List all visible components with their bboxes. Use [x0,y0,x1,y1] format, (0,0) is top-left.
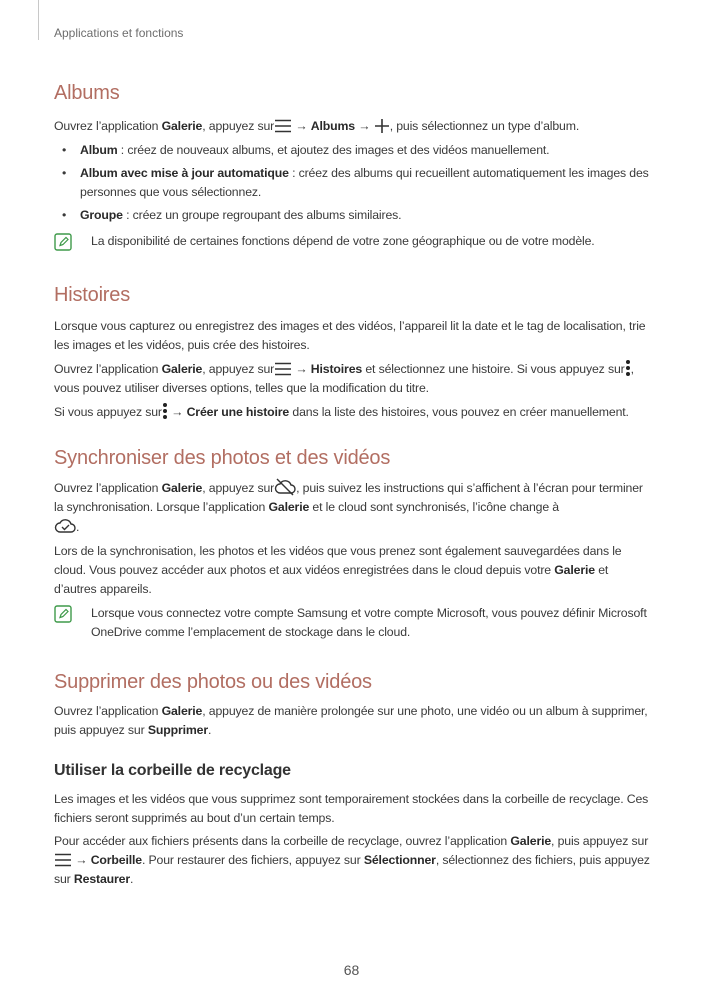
add-icon [374,118,390,134]
albums-type-list [54,141,650,225]
trash-paragraph-2: Pour accéder aux fichiers présents dans la corbeille de recyclage, ouvrez l’application Galerie, puis appuyez sur → Corbeille. Pour restaurer des fichiers, appuyez sur Sélectionner, sélectionnez des fichiers, puis appuyez sur Restaurer. [54,834,650,886]
note-onedrive: Lorsque vous connectez votre compte Samsung et votre compte Microsoft, vous pouvez définir Microsoft OneDrive comme l’emplacement de stockage dans le cloud. [54,604,650,642]
breadcrumb: Applications et fonctions [54,26,184,40]
sync-paragraph-2: Lors de la synchronisation, les photos et les vidéos que vous prenez sont également sauvegardées dans le cloud. Vous pouvez accéder aux photos et aux vidéos enregistrées dans le cloud depuis votre Galerie et d’autres appareils. [54,544,622,596]
list-item: • Album : créez de nouveaux albums, et ajoutez des images et des vidéos manuellement. [54,141,650,160]
list-item: • Album avec mise à jour automatique : créez des albums qui recueillent automatiquement les images des personnes que vous sélectionnez. [54,164,650,202]
cloud-synced-icon [54,517,76,535]
note-availability: La disponibilité de certaines fonctions dépend de votre zone géographique ou de votre modèle. [54,232,650,251]
histoires-paragraph-1: Lorsque vous capturez ou enregistrez des images et des vidéos, l’appareil lit la date et le tag de localisation, trie les images et les vidéos, puis crée des histoires. [54,319,646,352]
page-content [54,82,650,889]
list-item: • Groupe : créez un groupe regroupant des albums similaires. [54,206,650,225]
section-title-albums: Albums [54,82,120,104]
delete-paragraph: Ouvrez l’application Galerie, appuyez de manière prolongée sur une photo, une vidéo ou un album à supprimer, puis appuyez sur Supprimer. [54,704,648,737]
note-icon [54,605,72,623]
menu-icon [274,118,292,134]
section-title-delete: Supprimer des photos ou des vidéos [54,671,372,693]
histoires-paragraph-2: Ouvrez l’application Galerie, appuyez sur → Histoires et sélectionnez une histoire. Si vous appuyez sur , vous pouvez utiliser diverses options, telles que la modification du titre. [54,359,650,398]
albums-intro: Ouvrez l’application Galerie, appuyez sur → Albums → , puis sélectionnez un type d’album. [54,119,580,133]
menu-icon [54,852,72,868]
note-icon [54,233,72,251]
page-number: 68 [343,962,360,978]
subsection-title-trash: Utiliser la corbeille de recyclage [54,762,291,779]
header-rule [38,0,39,40]
menu-icon [274,361,292,377]
sync-paragraph-1: Ouvrez l’application Galerie, appuyez sur , puis suivez les instructions qui s’affichent à l’écran pour terminer la synchronisation. Lorsque l’application Galerie et le cloud sont synchronisés, l’icône change à . [54,478,650,537]
section-title-histoires: Histoires [54,284,130,306]
cloud-off-icon [274,478,296,496]
trash-paragraph-1: Les images et les vidéos que vous supprimez sont temporairement stockées dans la corbeille de recyclage. Ces fichiers seront supprimés au bout d’un certain temps. [54,792,649,825]
histoires-paragraph-3: Si vous appuyez sur → Créer une histoire dans la liste des histoires, vous pouvez en créer manuellement. [54,402,650,422]
section-title-sync: Synchroniser des photos et des vidéos [54,447,391,469]
